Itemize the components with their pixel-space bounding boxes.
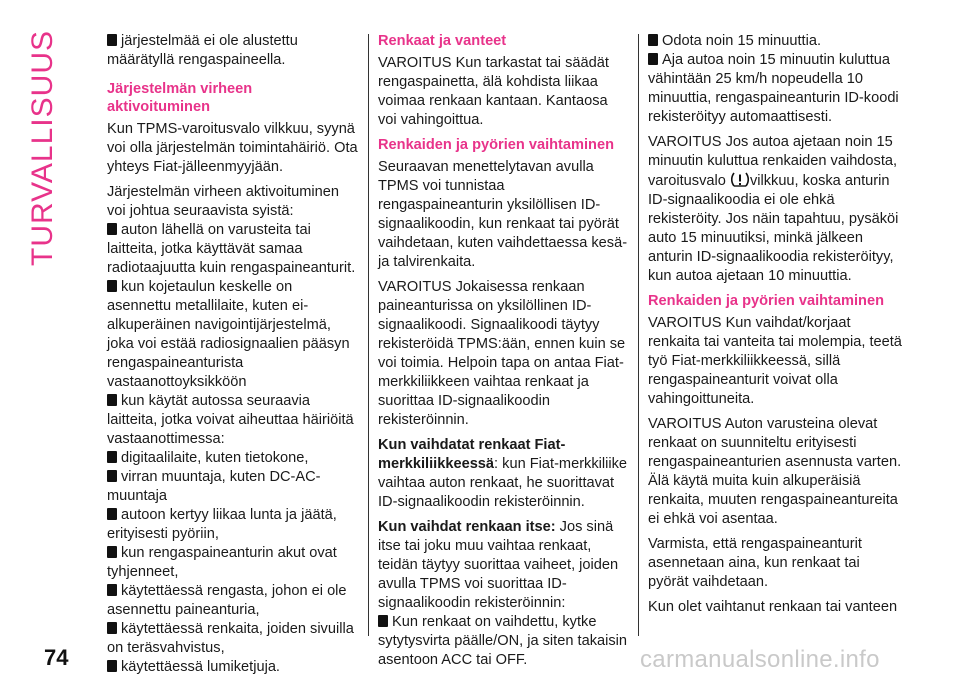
- list-item: järjestelmää ei ole alustettu määrätyllä rengaspaineella.: [107, 33, 298, 68]
- bullet-icon: [107, 223, 117, 235]
- list-item: auton lähellä on varusteita tai laitteita, jotka käyttävät samaa radiotaajuutta kuin rengaspaineanturit.: [107, 222, 356, 276]
- bullet-icon: [107, 470, 117, 482]
- bullet-icon: [648, 34, 658, 46]
- paragraph: Kun vaihdatat renkaat Fiat-merkkiliikkeessä: kun Fiat-merkkiliike vaihtaa auton renkaat, he suorittavat ID-signaalikoodin rekisteröinnin.: [378, 437, 628, 510]
- paragraph: Kun TPMS-varoitusvalo vilkkuu, syynä voi olla järjestelmän toimintahäiriö. Ota yhteys Fiat-jälleenmyyjään.: [107, 121, 358, 175]
- bullet-icon: [107, 584, 117, 596]
- bullet-icon: [107, 280, 117, 292]
- bullet-icon: [107, 34, 117, 46]
- section-title: TURVALLISUUS: [26, 30, 59, 266]
- bullet-icon: [648, 53, 658, 65]
- list-item: kun käytät autossa seuraavia laitteita, jotka voivat aiheuttaa häiriöitä vastaanottimessa:: [107, 393, 354, 447]
- list-item: Odota noin 15 minuuttia.: [648, 32, 903, 51]
- bold-lead: Kun vaihdatat renkaat Fiat-merkkiliikkeessä: [378, 437, 566, 472]
- bullet-icon: [107, 394, 117, 406]
- column-divider: [638, 34, 639, 636]
- paragraph: VAROITUS Jokaisessa renkaan paineanturissa on yksilöllinen ID-signaalikoodi. Signaalikoodi täytyy rekisteröidä TPMS:ään, ennen kuin se voi toimia. Helpoin tapa on antaa Fiat-merkkiliikkeen vaihtaa renkaat ja suorittaa ID-signaalikoodin rekisteröinnin.: [378, 279, 626, 428]
- section-heading: Järjestelmän virheen aktivoituminen: [107, 81, 253, 115]
- list-item: digitaalilaite, kuten tietokone,: [107, 449, 359, 468]
- paragraph: Järjestelmän virheen aktivoituminen voi johtua seuraavista syistä:: [107, 184, 339, 219]
- column-3: [648, 32, 903, 623]
- bullet-icon: [378, 615, 388, 627]
- paragraph: VAROITUS Kun tarkastat tai säädät rengaspainetta, älä kohdista liikaa voimaa renkaan kantaan. Kantaosa voi vahingoittua.: [378, 55, 609, 128]
- paragraph: Kun olet vaihtanut renkaan tai vanteen: [648, 599, 898, 615]
- bullet-icon: [107, 622, 117, 634]
- bold-lead: Kun vaihdat renkaan itse:: [378, 519, 556, 535]
- list-item: Kun renkaat on vaihdettu, kytke sytytysvirta päälle/ON, ja siten takaisin asentoon ACC tai OFF.: [378, 614, 627, 668]
- paragraph: Kun vaihdat renkaan itse: Jos sinä itse tai joku muu vaihtaa renkaat, teidän täytyy suorittaa vaiheet, joiden avulla TPMS voi suorittaa ID-signaalikoodin rekisteröinnin:: [378, 519, 619, 611]
- list-item: käytettäessä rengasta, johon ei ole asennettu paineanturia,: [107, 583, 347, 618]
- bullet-icon: [107, 660, 117, 672]
- column-2: [378, 32, 630, 670]
- list-item: käytettäessä renkaita, joiden sivuilla on teräsvahvistus,: [107, 621, 354, 656]
- bullet-icon: [107, 546, 117, 558]
- column-1: [107, 32, 359, 677]
- tire-pressure-warning-icon: [731, 171, 749, 188]
- paragraph: VAROITUS Auton varusteina olevat renkaat on suunniteltu erityisesti rengaspaineanturien asennusta varten. Älä käytä muita kuin alkuperäisiä renkaita, muuten rengaspaineantureita ei ehkä voi asentaa.: [648, 416, 902, 527]
- bullet-icon: [107, 451, 117, 463]
- paragraph: VAROITUS Jos autoa ajetaan noin 15 minuutin kuluttua renkaiden vaihdosta, varoitusvalo vilkkuu, koska anturin ID-signaalikoodia ei ole ehkä rekisteröity. Jos näin tapahtuu, pysäköi auto 15 minuutiksi, minkä jälkeen anturin ID-signaalikoodia rekisteröityy, kun autoa ajetaan 10 minuuttia.: [648, 134, 899, 284]
- list-item: virran muuntaja, kuten DC-AC-muuntaja: [107, 469, 321, 504]
- section-heading: Renkaiden ja pyörien vaihtaminen: [378, 137, 615, 153]
- paragraph: Varmista, että rengaspaineanturit asennetaan aina, kun renkaat tai pyörät vaihdetaan.: [648, 536, 862, 590]
- list-item: käytettäessä lumiketjuja.: [107, 658, 359, 677]
- paragraph: VAROITUS Kun vaihdat/korjaat renkaita tai vanteita tai molempia, teetä työ Fiat-merkkiliikkeessä, sillä rengaspaineanturit voivat olla vahingoittuneita.: [648, 315, 902, 407]
- bullet-icon: [107, 508, 117, 520]
- paragraph: Seuraavan menettelytavan avulla TPMS voi tunnistaa rengaspaineanturin yksilöllisen ID-signaalikoodin, kun renkaat tai pyörät vaihdetaan, kuten vaihdettaessa kesä- ja talvirenkaita.: [378, 159, 628, 270]
- list-item: kun kojetaulun keskelle on asennettu metallilaite, kuten ei-alkuperäinen navigointijärjestelmä, joka voi estää radiosignaalien pääsyn rengaspaineanturista vastaanottoyksikköön: [107, 279, 350, 390]
- column-divider: [368, 34, 369, 636]
- page-number: 74: [44, 645, 69, 670]
- list-item: autoon kertyy liikaa lunta ja jäätä, erityisesti pyöriin,: [107, 507, 337, 542]
- section-heading: Renkaiden ja pyörien vaihtaminen: [648, 293, 885, 309]
- list-item: kun rengaspaineanturin akut ovat tyhjenneet,: [107, 545, 337, 580]
- watermark: carmanualsonline.info: [640, 646, 880, 673]
- section-heading: Renkaat ja vanteet: [378, 33, 507, 49]
- list-item: Aja autoa noin 15 minuutin kuluttua vähintään 25 km/h nopeudella 10 minuuttia, rengaspaineanturin ID-koodi rekisteröityy automaattisesti.: [648, 52, 899, 125]
